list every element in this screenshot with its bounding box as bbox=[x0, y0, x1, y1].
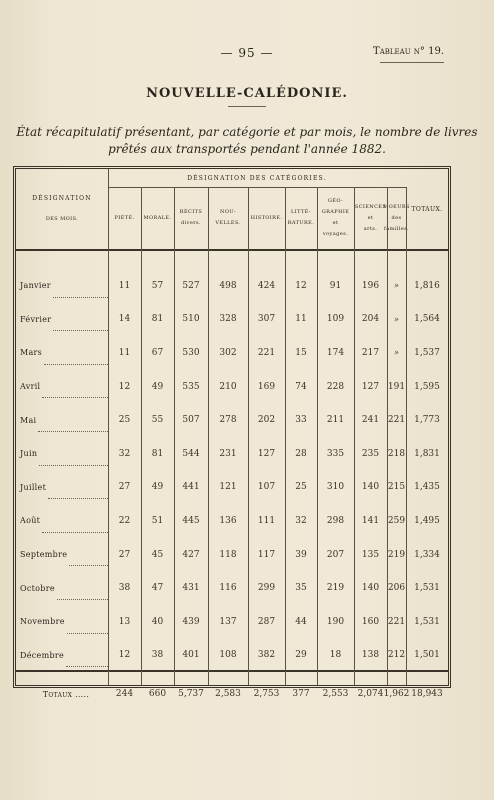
table-cell: 215 bbox=[387, 482, 406, 493]
table-cell: 160 bbox=[361, 616, 380, 627]
totals-cell: 244 bbox=[115, 689, 134, 700]
table-cell: 328 bbox=[219, 314, 237, 325]
month-name: Août bbox=[20, 516, 41, 526]
month-label bbox=[16, 370, 112, 404]
table-cell: 27 bbox=[118, 549, 131, 560]
table-cell: 22 bbox=[118, 515, 131, 526]
category-header bbox=[141, 187, 174, 249]
table-cell: 74 bbox=[295, 381, 307, 392]
leader-dots bbox=[66, 665, 108, 667]
subtitle-line-2: prêtés aux transportés pendant l'année 1882. bbox=[108, 142, 386, 156]
page-number: — 95 — bbox=[220, 46, 274, 60]
category-header bbox=[317, 187, 354, 249]
table-ref-underline bbox=[380, 62, 444, 63]
header-designation-des-mois bbox=[16, 169, 108, 249]
month-label bbox=[16, 471, 112, 505]
totals-cell: 2,753 bbox=[253, 689, 280, 700]
table-cell: 11 bbox=[118, 347, 131, 358]
header-bottom-rule bbox=[16, 249, 448, 251]
leader-dots bbox=[53, 329, 108, 331]
table-cell: 127 bbox=[361, 381, 380, 392]
table-cell: 49 bbox=[151, 381, 164, 392]
leader-dots bbox=[48, 497, 108, 499]
table-cell: 1,816 bbox=[414, 280, 440, 291]
table-cell: 12 bbox=[295, 280, 307, 291]
leader-dots bbox=[44, 363, 108, 365]
category-header-line: LITTÉ- bbox=[291, 209, 311, 215]
category-header-line: voyages. bbox=[322, 231, 349, 237]
table-cell: 38 bbox=[151, 650, 164, 661]
category-header-line: PIÉTÉ. bbox=[114, 214, 135, 221]
table-cell: 221 bbox=[387, 616, 406, 627]
category-header-line: NOU- bbox=[220, 209, 236, 215]
table-cell: 140 bbox=[361, 482, 380, 493]
table-cell: 231 bbox=[219, 448, 237, 459]
table-cell: 424 bbox=[257, 280, 276, 291]
table-cell: » bbox=[394, 348, 399, 358]
table-cell: 1,537 bbox=[414, 347, 440, 358]
category-header-line: MOEURS bbox=[383, 203, 410, 210]
category-header bbox=[383, 187, 410, 249]
table-cell: 14 bbox=[118, 314, 131, 325]
table-cell: 27 bbox=[118, 482, 131, 493]
subtitle bbox=[0, 124, 494, 158]
table-reference: Tableau n° 19. bbox=[373, 46, 444, 57]
leader-dots bbox=[69, 564, 108, 566]
table-cell: 1,495 bbox=[414, 515, 440, 526]
leader-dots bbox=[53, 296, 108, 298]
table-cell: 49 bbox=[151, 482, 164, 493]
category-header bbox=[285, 187, 317, 249]
table-cell: 18 bbox=[329, 650, 342, 661]
totals-label: Totaux ..... bbox=[42, 689, 90, 699]
category-header bbox=[248, 187, 285, 249]
table-cell: 47 bbox=[151, 583, 164, 594]
category-header-line: RÉCITS bbox=[179, 209, 203, 215]
table-cell: 25 bbox=[118, 415, 131, 426]
table-cell: 382 bbox=[257, 650, 276, 661]
table-cell: 32 bbox=[118, 448, 131, 459]
table-cell: 219 bbox=[326, 583, 345, 594]
table-cell: 127 bbox=[257, 448, 276, 459]
category-header bbox=[208, 187, 248, 249]
month-label bbox=[16, 403, 112, 437]
table-cell: 51 bbox=[151, 515, 164, 526]
category-header bbox=[354, 187, 387, 249]
table-cell: 45 bbox=[151, 549, 164, 560]
table-cell: 174 bbox=[326, 347, 345, 358]
table-cell: 111 bbox=[257, 515, 276, 526]
table-cell: 137 bbox=[219, 616, 237, 627]
month-label bbox=[16, 639, 112, 673]
table-cell: 117 bbox=[257, 549, 276, 560]
table-cell: 39 bbox=[295, 549, 307, 560]
table-cell: 121 bbox=[219, 482, 237, 493]
month-label bbox=[16, 538, 112, 572]
month-label bbox=[16, 269, 112, 303]
table-cell: 510 bbox=[182, 314, 200, 325]
leader-dots bbox=[39, 464, 108, 466]
month-label bbox=[16, 336, 112, 370]
table-cell: 507 bbox=[182, 415, 200, 426]
header-designation-line-2: DES MOIS. bbox=[45, 216, 79, 222]
table-cell: 228 bbox=[326, 381, 345, 392]
table-cell: 1,531 bbox=[414, 583, 440, 594]
table-cell: 136 bbox=[219, 515, 237, 526]
table-cell: 287 bbox=[257, 616, 276, 627]
category-header-line: SCIENCES bbox=[354, 203, 387, 210]
category-header-line: VELLES. bbox=[215, 220, 241, 226]
table-cell: 11 bbox=[295, 314, 307, 325]
month-name: Janvier bbox=[20, 281, 51, 291]
table-cell: 140 bbox=[361, 583, 380, 594]
month-name: Mai bbox=[20, 415, 37, 425]
table-cell: 57 bbox=[151, 280, 164, 291]
table-cell: 33 bbox=[295, 415, 307, 426]
month-name: Novembre bbox=[20, 617, 65, 627]
totals-cell: 1,962 bbox=[383, 689, 410, 700]
table-cell: 1,773 bbox=[414, 415, 440, 426]
table-cell: 302 bbox=[219, 347, 237, 358]
table-cell: 445 bbox=[182, 515, 200, 526]
table-cell: 1,334 bbox=[414, 549, 440, 560]
table-cell: 1,435 bbox=[414, 482, 440, 493]
header-totaux: TOTAUX. bbox=[411, 205, 443, 213]
table-cell: 221 bbox=[257, 347, 276, 358]
month-name: Septembre bbox=[20, 550, 68, 560]
month-name: Octobre bbox=[20, 583, 55, 593]
table-cell: 29 bbox=[295, 650, 307, 661]
table-cell: 335 bbox=[326, 448, 345, 459]
category-header bbox=[174, 187, 208, 249]
table-cell: 196 bbox=[361, 280, 380, 291]
table-cell: 12 bbox=[118, 381, 131, 392]
category-header-line: et bbox=[367, 214, 374, 221]
totals-cell: 5,737 bbox=[178, 689, 204, 700]
header-designation-line-1: DÉSIGNATION bbox=[32, 195, 92, 202]
table-cell: 32 bbox=[295, 515, 307, 526]
leader-dots bbox=[38, 430, 108, 432]
table-cell: 116 bbox=[219, 583, 237, 594]
table-cell: 441 bbox=[182, 482, 200, 493]
table-cell: 298 bbox=[326, 515, 345, 526]
table-cell: 310 bbox=[326, 482, 345, 493]
table-cell: 1,831 bbox=[414, 448, 440, 459]
table-cell: 210 bbox=[219, 381, 237, 392]
table-cell: 67 bbox=[151, 347, 164, 358]
category-header-line: arts. bbox=[363, 225, 378, 232]
category-header-line: GRAPHIE bbox=[321, 209, 350, 215]
table-cell: 107 bbox=[257, 482, 276, 493]
leader-dots bbox=[67, 632, 108, 634]
table-cell: 219 bbox=[387, 549, 406, 560]
statistics-table bbox=[13, 166, 451, 700]
table-cell: 25 bbox=[295, 482, 307, 493]
table-cell: 259 bbox=[387, 515, 406, 526]
table-cell: 206 bbox=[387, 583, 406, 594]
table-cell: 190 bbox=[326, 616, 345, 627]
table-cell: 81 bbox=[151, 448, 164, 459]
table-cell: 28 bbox=[295, 448, 307, 459]
table-cell: 12 bbox=[118, 650, 131, 661]
table-cell: 299 bbox=[257, 583, 276, 594]
table-cell: 118 bbox=[219, 549, 237, 560]
category-header-line: familles. bbox=[383, 225, 410, 232]
table-cell: 44 bbox=[295, 616, 307, 627]
table-cell: 211 bbox=[326, 415, 345, 426]
table-cell: 221 bbox=[387, 415, 406, 426]
leader-dots bbox=[42, 531, 108, 533]
leader-dots bbox=[57, 598, 108, 600]
table-cell: 55 bbox=[151, 415, 164, 426]
leader-dots bbox=[42, 396, 108, 398]
table-cell: 427 bbox=[182, 549, 200, 560]
table-cell: 530 bbox=[182, 347, 200, 358]
table-cell: 307 bbox=[257, 314, 276, 325]
table-cell: 11 bbox=[118, 280, 131, 291]
table-cell: 212 bbox=[387, 650, 406, 661]
month-name: Avril bbox=[20, 382, 41, 392]
table-cell: 207 bbox=[326, 549, 345, 560]
table-cell: 241 bbox=[361, 415, 380, 426]
month-label bbox=[16, 571, 112, 605]
category-header-line: et bbox=[332, 220, 339, 226]
table-cell: 204 bbox=[361, 314, 380, 325]
month-name: Mars bbox=[20, 348, 43, 358]
table-cell: 202 bbox=[257, 415, 276, 426]
table-cell: 138 bbox=[361, 650, 380, 661]
table-cell: 141 bbox=[361, 515, 380, 526]
table-cell: 1,501 bbox=[414, 650, 440, 661]
table-cell: 431 bbox=[182, 583, 200, 594]
table-cell: 401 bbox=[182, 650, 200, 661]
subtitle-line-1: État récapitulatif présentant, par catégorie et par mois, le nombre de livres bbox=[16, 125, 478, 139]
category-header-line: HISTOIRE. bbox=[250, 214, 283, 221]
table-cell: 278 bbox=[219, 415, 237, 426]
table-cell: 191 bbox=[387, 381, 406, 392]
table-cell: 1,531 bbox=[414, 616, 440, 627]
table-cell: 91 bbox=[329, 280, 342, 291]
table-cell: 235 bbox=[361, 448, 380, 459]
table-cell: 439 bbox=[182, 616, 200, 627]
totals-cell: 2,074 bbox=[357, 689, 384, 700]
title-rule bbox=[228, 106, 266, 107]
category-header-line: des bbox=[391, 214, 402, 221]
table-cell: 15 bbox=[295, 347, 307, 358]
header-rule bbox=[108, 187, 406, 188]
month-name: Juin bbox=[20, 449, 38, 459]
table-cell: 38 bbox=[118, 583, 131, 594]
category-header-line: MORALE. bbox=[143, 214, 172, 221]
table-cell: 13 bbox=[118, 616, 131, 627]
category-header bbox=[108, 187, 141, 249]
table-cell: 81 bbox=[151, 314, 164, 325]
category-header-line: divers. bbox=[181, 220, 201, 226]
table-cell: 1,564 bbox=[414, 314, 440, 325]
table-grid bbox=[16, 169, 448, 700]
month-name: Décembre bbox=[20, 650, 65, 660]
month-label bbox=[16, 504, 112, 538]
totals-cell: 18,943 bbox=[411, 689, 443, 700]
table-cell: 169 bbox=[257, 381, 276, 392]
month-label bbox=[16, 605, 112, 639]
totals-cell: 660 bbox=[148, 689, 167, 700]
table-cell: » bbox=[394, 314, 399, 324]
month-label bbox=[16, 437, 112, 471]
totals-cell: 2,583 bbox=[215, 689, 241, 700]
month-name: Février bbox=[20, 314, 52, 324]
table-cell: 527 bbox=[182, 280, 200, 291]
category-header-line: RATURE. bbox=[287, 220, 315, 226]
table-cell: 1,595 bbox=[414, 381, 440, 392]
page-title: NOUVELLE-CALÉDONIE. bbox=[146, 86, 348, 101]
table-cell: 135 bbox=[361, 549, 380, 560]
table-cell: 218 bbox=[387, 448, 406, 459]
category-header-line: GÉO- bbox=[327, 198, 344, 204]
table-cell: 544 bbox=[182, 448, 200, 459]
table-cell: 35 bbox=[295, 583, 307, 594]
table-cell: 109 bbox=[326, 314, 345, 325]
table-cell: 40 bbox=[151, 616, 164, 627]
month-name: Juillet bbox=[20, 482, 47, 492]
totals-cell: 377 bbox=[292, 689, 310, 700]
table-cell: 217 bbox=[361, 347, 380, 358]
header-designation-des-categories: DÉSIGNATION DES CATÉGORIES. bbox=[187, 174, 327, 182]
month-label bbox=[16, 303, 112, 337]
totals-cell: 2,553 bbox=[322, 689, 349, 700]
table-cell: 498 bbox=[219, 280, 237, 291]
table-cell: 535 bbox=[182, 381, 200, 392]
table-cell: 108 bbox=[219, 650, 237, 661]
table-cell: » bbox=[394, 281, 399, 291]
